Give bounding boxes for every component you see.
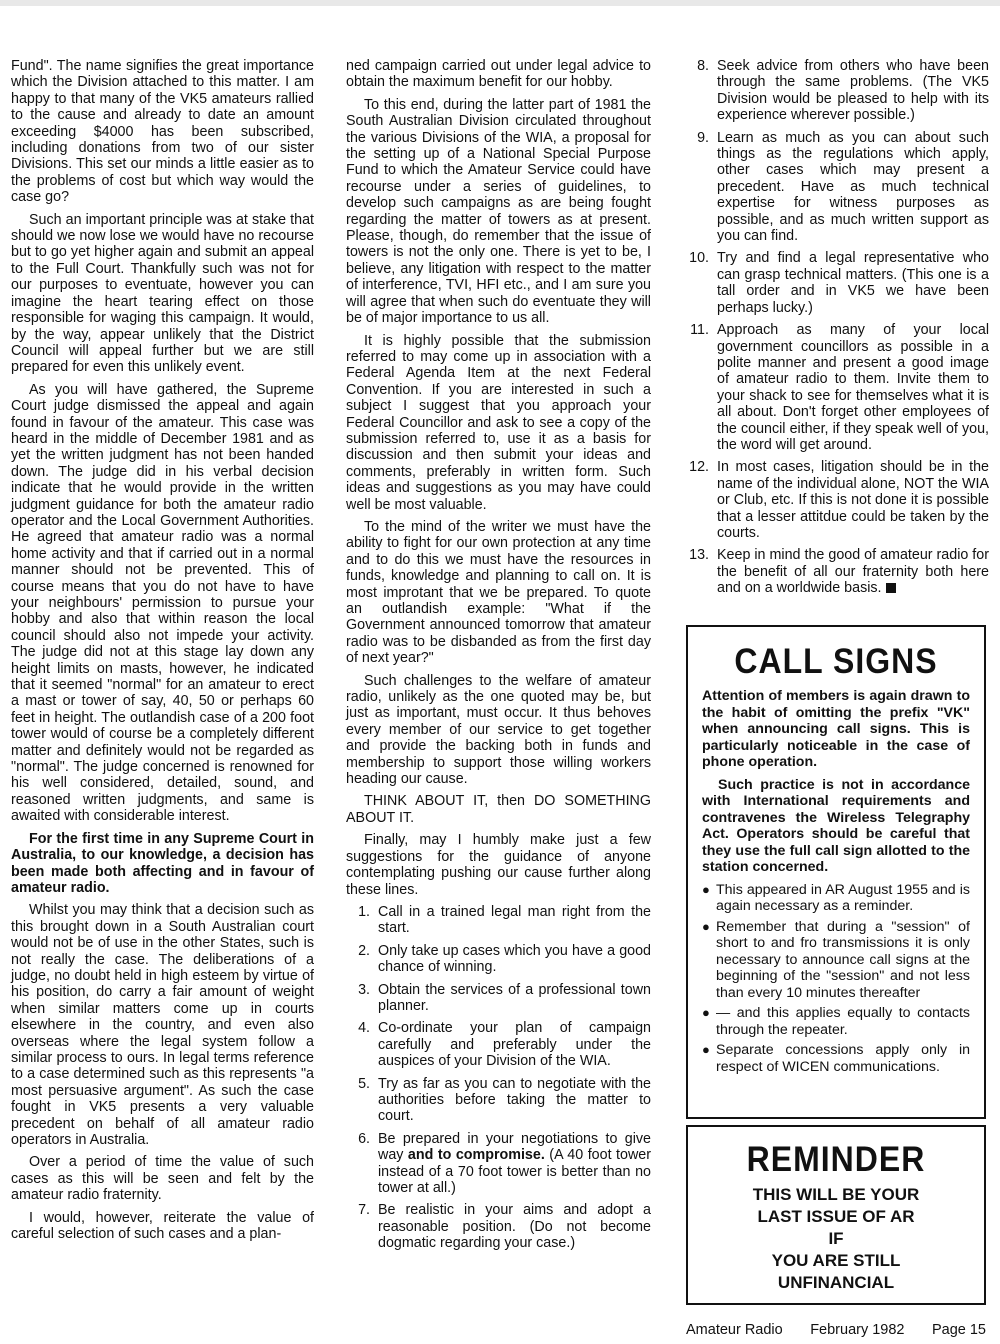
bullet-text: This appeared in AR August 1955 and is again necessary as a reminder. [716, 881, 970, 914]
item-number: 6. [358, 1130, 370, 1147]
reminder-line: UNFINANCIAL [777, 1273, 895, 1292]
list-item [346, 1131, 651, 1197]
column-3 [683, 58, 989, 603]
item-text: Only take up cases which you have a good chance of winning. [378, 942, 651, 976]
item-number: 9. [697, 129, 709, 146]
item-text: Approach as many of your local government councillors as possible in a polite manner and present a good image of amateur radio to them. Invite them to your shack to see for themselves what it is all about. Don't forget other employees of the council either, if they speak well of you, the word will get around. [717, 322, 989, 453]
column-2 [346, 58, 651, 1258]
bullet-item [702, 1042, 970, 1075]
call-signs-title: CALL SIGNS [734, 641, 938, 681]
item-text-part: Keep in mind the good of amateur radio for the benefit of all our fraternity both here and on a worldwide basis. [717, 547, 989, 597]
item-text-part: (A 40 foot tower instead of a 70 foot tower is better than no tower at all.) [378, 1147, 651, 1196]
item-text [717, 547, 989, 596]
item-number: 2. [358, 942, 370, 959]
list-item [346, 904, 651, 937]
list-item [346, 982, 651, 1015]
item-text: Seek advice from others who have been through the same problems. (The VK5 Division would be pleased to help with its experience wherever possible.) [717, 58, 989, 124]
bullet-text: Remember that during a "session" of short to and fro transmissions it is only necessary to announce call signs at the beginning of the "session" and not less than every 10 minutes thereafter [716, 918, 970, 1001]
item-text: Learn as much as you can about such things as the regulations which apply, other cases which may present a precedent. Have as much technical expertise for witness purposes as possible, and as much written support as you can find. [717, 129, 989, 245]
list-item [346, 1020, 651, 1069]
paragraph: Such an important principle was at stake that should we now lose we would have no recourse but to go yet higher again and submit an appeal to the Full Court. Thankfully such was not for our purposes to eventuate, however you can imagine the heart tearing effect on those responsible for waging this campaign. It would, by the way, appear unlikely that the District Council will appeal further but we are still prepared for even this unlikely event. [11, 211, 314, 376]
item-text: In most cases, litigation should be in the name of the individual alone, NOT the WIA or Club, etc. If this is not done it is possible that a lesser attitdue could be taken by the courts. [717, 459, 989, 541]
paragraph: Finally, may I humbly make just a few suggestions for the guidance of anyone contemplating pushing our cause further along these lines. [346, 832, 651, 898]
paragraph: Such challenges to the welfare of amateur radio, unlikely as the one quoted may be, but just as important, must occur. It thus behoves every member of our service to get together and provide the backing both in funds and membership to support those willing workers heading our cause. [346, 672, 651, 788]
item-text [378, 1131, 651, 1197]
paragraph: It is highly possible that the submission referred to may come up in association with a Federal Agenda Item at the next Federal Convention. If you are interested in such a subject I suggest that you approach your Federal Councillor and ask to see a copy of the submission referred to, use it as a basis for discussion and then submit your ideas and comments, preferably in written form. Such ideas and suggestions as you may have could well be most valuable. [346, 332, 651, 513]
list-item [683, 547, 989, 596]
item-text: Try as far as you can to negotiate with the authorities before taking the matter to court. [378, 1075, 651, 1125]
item-number: 12. [689, 459, 709, 476]
bullet-item [702, 919, 970, 1002]
item-text: Obtain the services of a professional town planner. [378, 981, 651, 1014]
paragraph: Over a period of time the value of such cases as this will be seen and felt by the amateur radio fraternity. [11, 1154, 314, 1204]
paragraph: To this end, during the latter part of 1981 the South Australian Division circulated throughout the various Divisions of the WIA, a proposal for the setting up of a National Special Purpose Fund to which the Amateur Service could have recourse under a series of guidelines, to develop such campaigns as are being fought regarding the matter of towers as at present. Please, though, do remember that the issue of towers is not the only one. There is yet to be, I believe, any litigation with respect to the matter of interference, TVI, HFI etc., and I am sure you will agree that when such do eventuate they will be of major importance to us all. [346, 96, 651, 327]
page-top-edge [0, 0, 1000, 6]
item-number: 13. [689, 547, 709, 564]
reminder-line: THIS WILL BE YOUR [752, 1185, 920, 1204]
item-number: 7. [358, 1202, 370, 1219]
bold-statement: For the first time in any Supreme Court in Australia, to our knowledge, a decision has been made both affecting and in favour of amateur radio. [11, 830, 314, 896]
bullet-icon: ● [702, 1005, 710, 1020]
paragraph: As you will have gathered, the Supreme Court judge dismissed the appeal and again found in favour of the amateur. This case was heard in the middle of December 1981 and as yet the written judgment has not been handed down. The judge did in his verbal decision indicate that he would provide in the written judgment guidance for both the amateur radio operator and the Local Government Authorities. He agreed that amateur radio was a normal home activity and that if carried out in a normal manner should not be prevented. This of course means that you do not have to have your neighbours' permission to pursue your hobby and also that within reason the local council should also not impede your activity. The judge did not at this stage lay down any height limits on masts, however, he indicated that it seemed "normal" for an amateur to erect a mast or tower of say, 40, 50 or perhaps 60 feet in height. The outlandish case of a 200 foot tower would of course be a completely different matter and definitely would not be regarded as "normal". The judge concerned is renowned for his well considered, detailed, sound, and reasoned written judgments, and same is awaited with considerable interest. [11, 381, 314, 825]
reminder-line: LAST ISSUE OF AR [757, 1207, 915, 1226]
page-footer [686, 1322, 986, 1338]
list-item [683, 130, 989, 245]
item-number: 4. [358, 1020, 370, 1037]
reminder-line: YOU ARE STILL [771, 1251, 901, 1270]
reminder-box [686, 1125, 986, 1305]
publication-name: Amateur Radio [686, 1322, 783, 1338]
bullet-text: Separate concessions apply only in respect of WICEN communications. [716, 1042, 970, 1075]
item-number: 8. [697, 58, 709, 74]
item-text: Call in a trained legal man right from the start. [378, 903, 651, 937]
paragraph: Fund". The name signifies the great importance which the Division attached to this matter. I am happy to that many of the VK5 amateurs rallied to the cause and already to date an amount exceeding $4000 has been subscribed, including donations from two of our sister Divisions. This set our minds a little easier as to the problems of cost but which way would the case go? [11, 58, 314, 206]
reminder-title: REMINDER [746, 1139, 926, 1179]
list-item [346, 1202, 651, 1251]
list-item [346, 1076, 651, 1125]
call-signs-paragraph: Attention of members is again drawn to the habit of omitting the prefix "VK" when announcing call signs. This is particularly noticeable in the case of phone operation. [702, 688, 970, 770]
bullet-icon: ● [702, 881, 710, 897]
call-signs-paragraph: Such practice is not in accordance with International requirements and contravenes the Wireless Telegraphy Act. Operators should be careful that they use the full call sign allotted to the station concerned. [702, 776, 970, 875]
item-number: 11. [690, 322, 709, 339]
item-number: 5. [358, 1075, 370, 1092]
bullet-icon: ● [702, 918, 710, 934]
paragraph: THINK ABOUT IT, then DO SOMETHING ABOUT IT. [346, 793, 651, 826]
item-number: 1. [358, 903, 370, 920]
item-text-emphasis: and to compromise. [407, 1147, 545, 1164]
suggestions-list-continued [683, 58, 989, 597]
list-item [683, 58, 989, 124]
paragraph: I would, however, reiterate the value of careful selection of such cases and a plan- [11, 1209, 314, 1243]
page-number: Page 15 [931, 1322, 986, 1338]
item-text: Be realistic in your aims and adopt a reasonable position. (Do not become dogmatic regarding your case.) [378, 1202, 651, 1252]
call-signs-bullets [702, 882, 970, 1076]
bullet-icon: ● [702, 1042, 710, 1057]
paragraph: To the mind of the writer we must have the ability to fight for our own protection at any time and to do this we must have the resources in funds, knowledge and planning to call on. It is most improtant that we be prepared. To quote an outlandish example: "What if the Government announced tomorrow that amateur radio was to be disbanded as from the first day of next year?" [346, 518, 651, 667]
paragraph: Whilst you may think that a decision such as this brought down in a South Australian court would not be of use in the other States, such is not really the case. The deliberations of a judge, no doubt held in high esteem by virtue of his position, do carry a fair amount of weight when similar matters come up in courts elsewhere in the country, and even also overseas where the legal system follow a similar process to ours. In legal terms reference to a case determined such as this represents "a most persuasive argument". As such the case fought in VK5 presents a very valuable precedent on behalf of all amateur radio operators in Australia. [11, 902, 314, 1148]
call-signs-box [686, 625, 986, 1119]
bullet-item [702, 1005, 970, 1038]
bullet-item [702, 882, 970, 915]
list-item [683, 322, 989, 453]
issue-date: February 1982 [810, 1322, 905, 1338]
paragraph: ned campaign carried out under legal advice to obtain the maximum benefit for our hobby. [346, 58, 651, 91]
item-number: 10. [689, 250, 709, 267]
bullet-text: — and this applies equally to contacts through the repeater. [716, 1005, 970, 1038]
suggestions-list [346, 904, 651, 1252]
item-number: 3. [358, 981, 370, 998]
item-text: Co-ordinate your plan of campaign carefully and preferably under the auspices of your Division of the WIA. [378, 1020, 651, 1070]
list-item [346, 943, 651, 976]
list-item [683, 459, 989, 541]
reminder-line: IF [828, 1229, 844, 1248]
item-text: Try and find a legal representative who can grasp technical matters. (This one is a tall order and in VK5 we have been perhaps lucky.) [717, 250, 989, 316]
list-item [683, 250, 989, 316]
column-1 [11, 58, 314, 1248]
item-text-part: Be prepared in your negotiations to give way [378, 1130, 651, 1164]
end-of-article-mark [886, 583, 896, 593]
